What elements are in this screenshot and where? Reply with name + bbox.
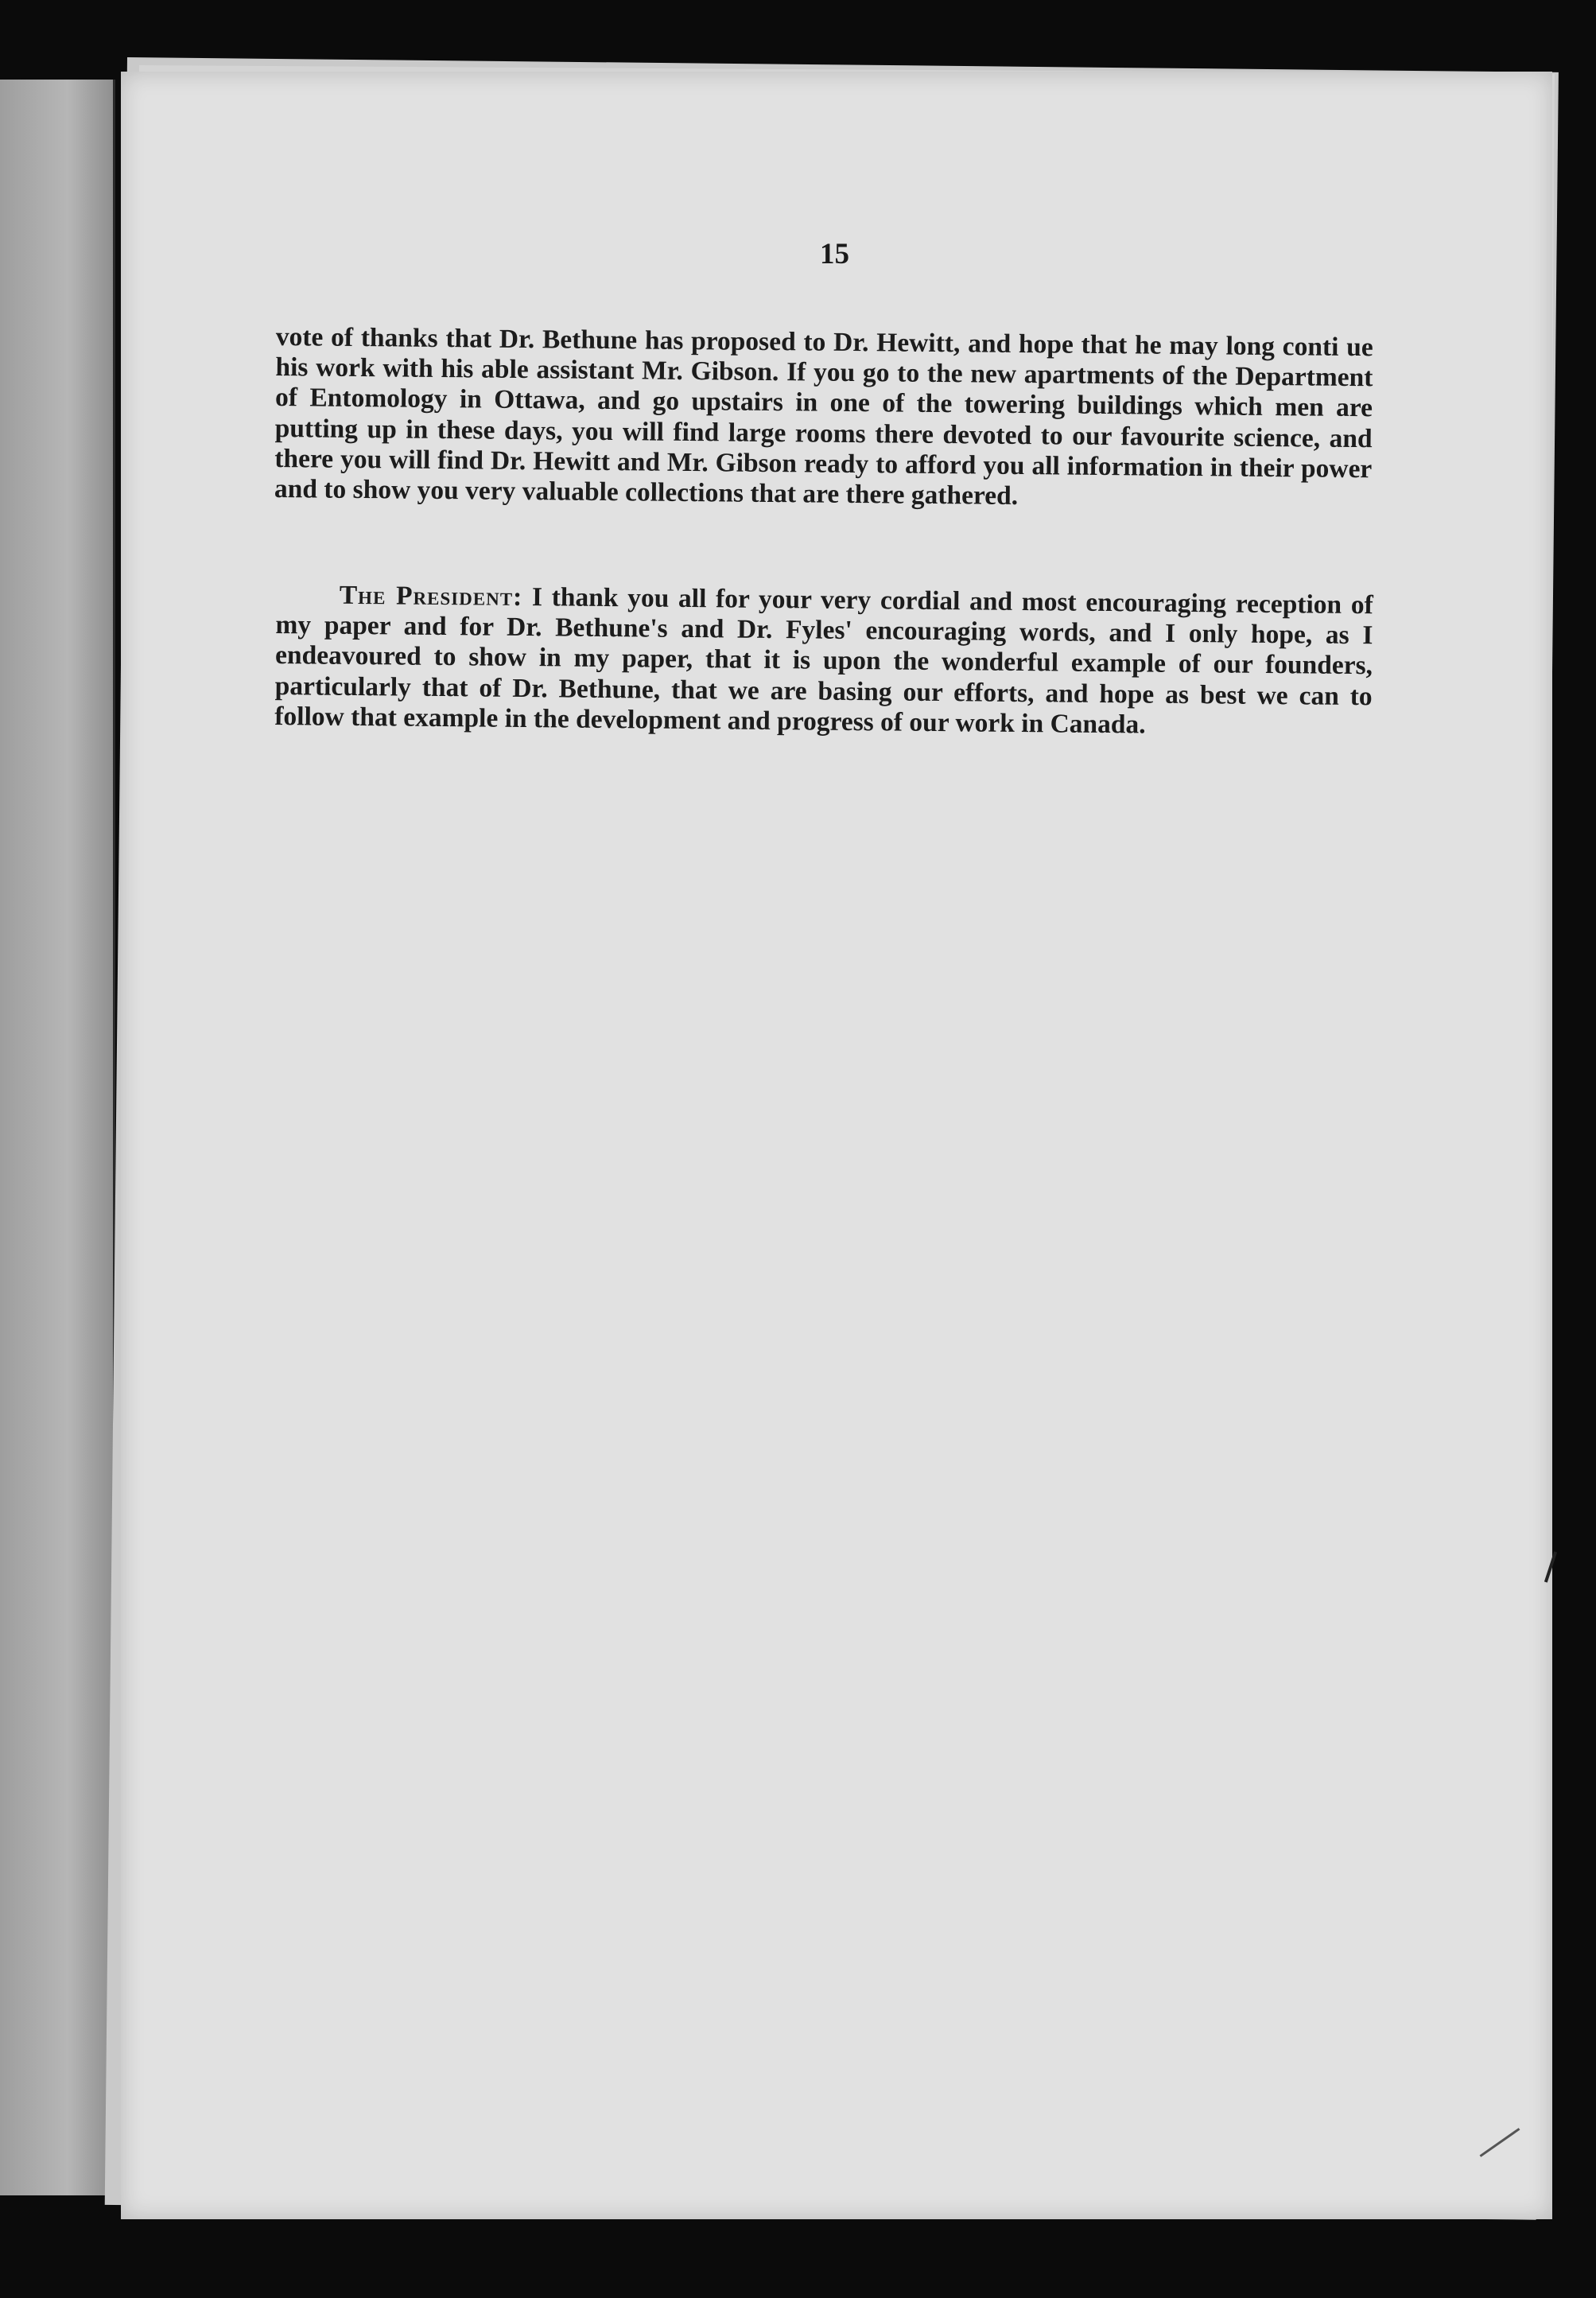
paragraph-vote-of-thanks: vote of thanks that Dr. Bethune has proposed to Dr. Hewitt, and hope that he may long conti ue his work with his able assistant Mr. Gibson. If you go to the new apartments of the Department of Entomology in Ottawa, and go upstairs in one of the towering buildings which men are putting up in these days, you will find large rooms there devoted to our favourite science, and there you will find Dr. Hewitt and Mr. Gibson ready to afford you all information in their power and to show you very valuable collections that are there gathered. <box>274 321 1373 511</box>
speaker-label: The President: <box>339 580 523 612</box>
paragraph-text: I thank you all for your very cordial and most encouraging reception of my paper and for Dr. Bethune's and Dr. Fyles' encouraging words, and I only hope, as I endeavoured to show in my paper, that it is upon the wonderful example of our founders, particularly that of Dr. Bethune, that we are basing our efforts, and hope as best we can to follow that example in the development and progress of our work in Canada. <box>274 581 1373 739</box>
facing-page-edge <box>0 80 115 2195</box>
paragraph-president-reply <box>274 580 1373 742</box>
page-number: 15 <box>820 238 849 270</box>
